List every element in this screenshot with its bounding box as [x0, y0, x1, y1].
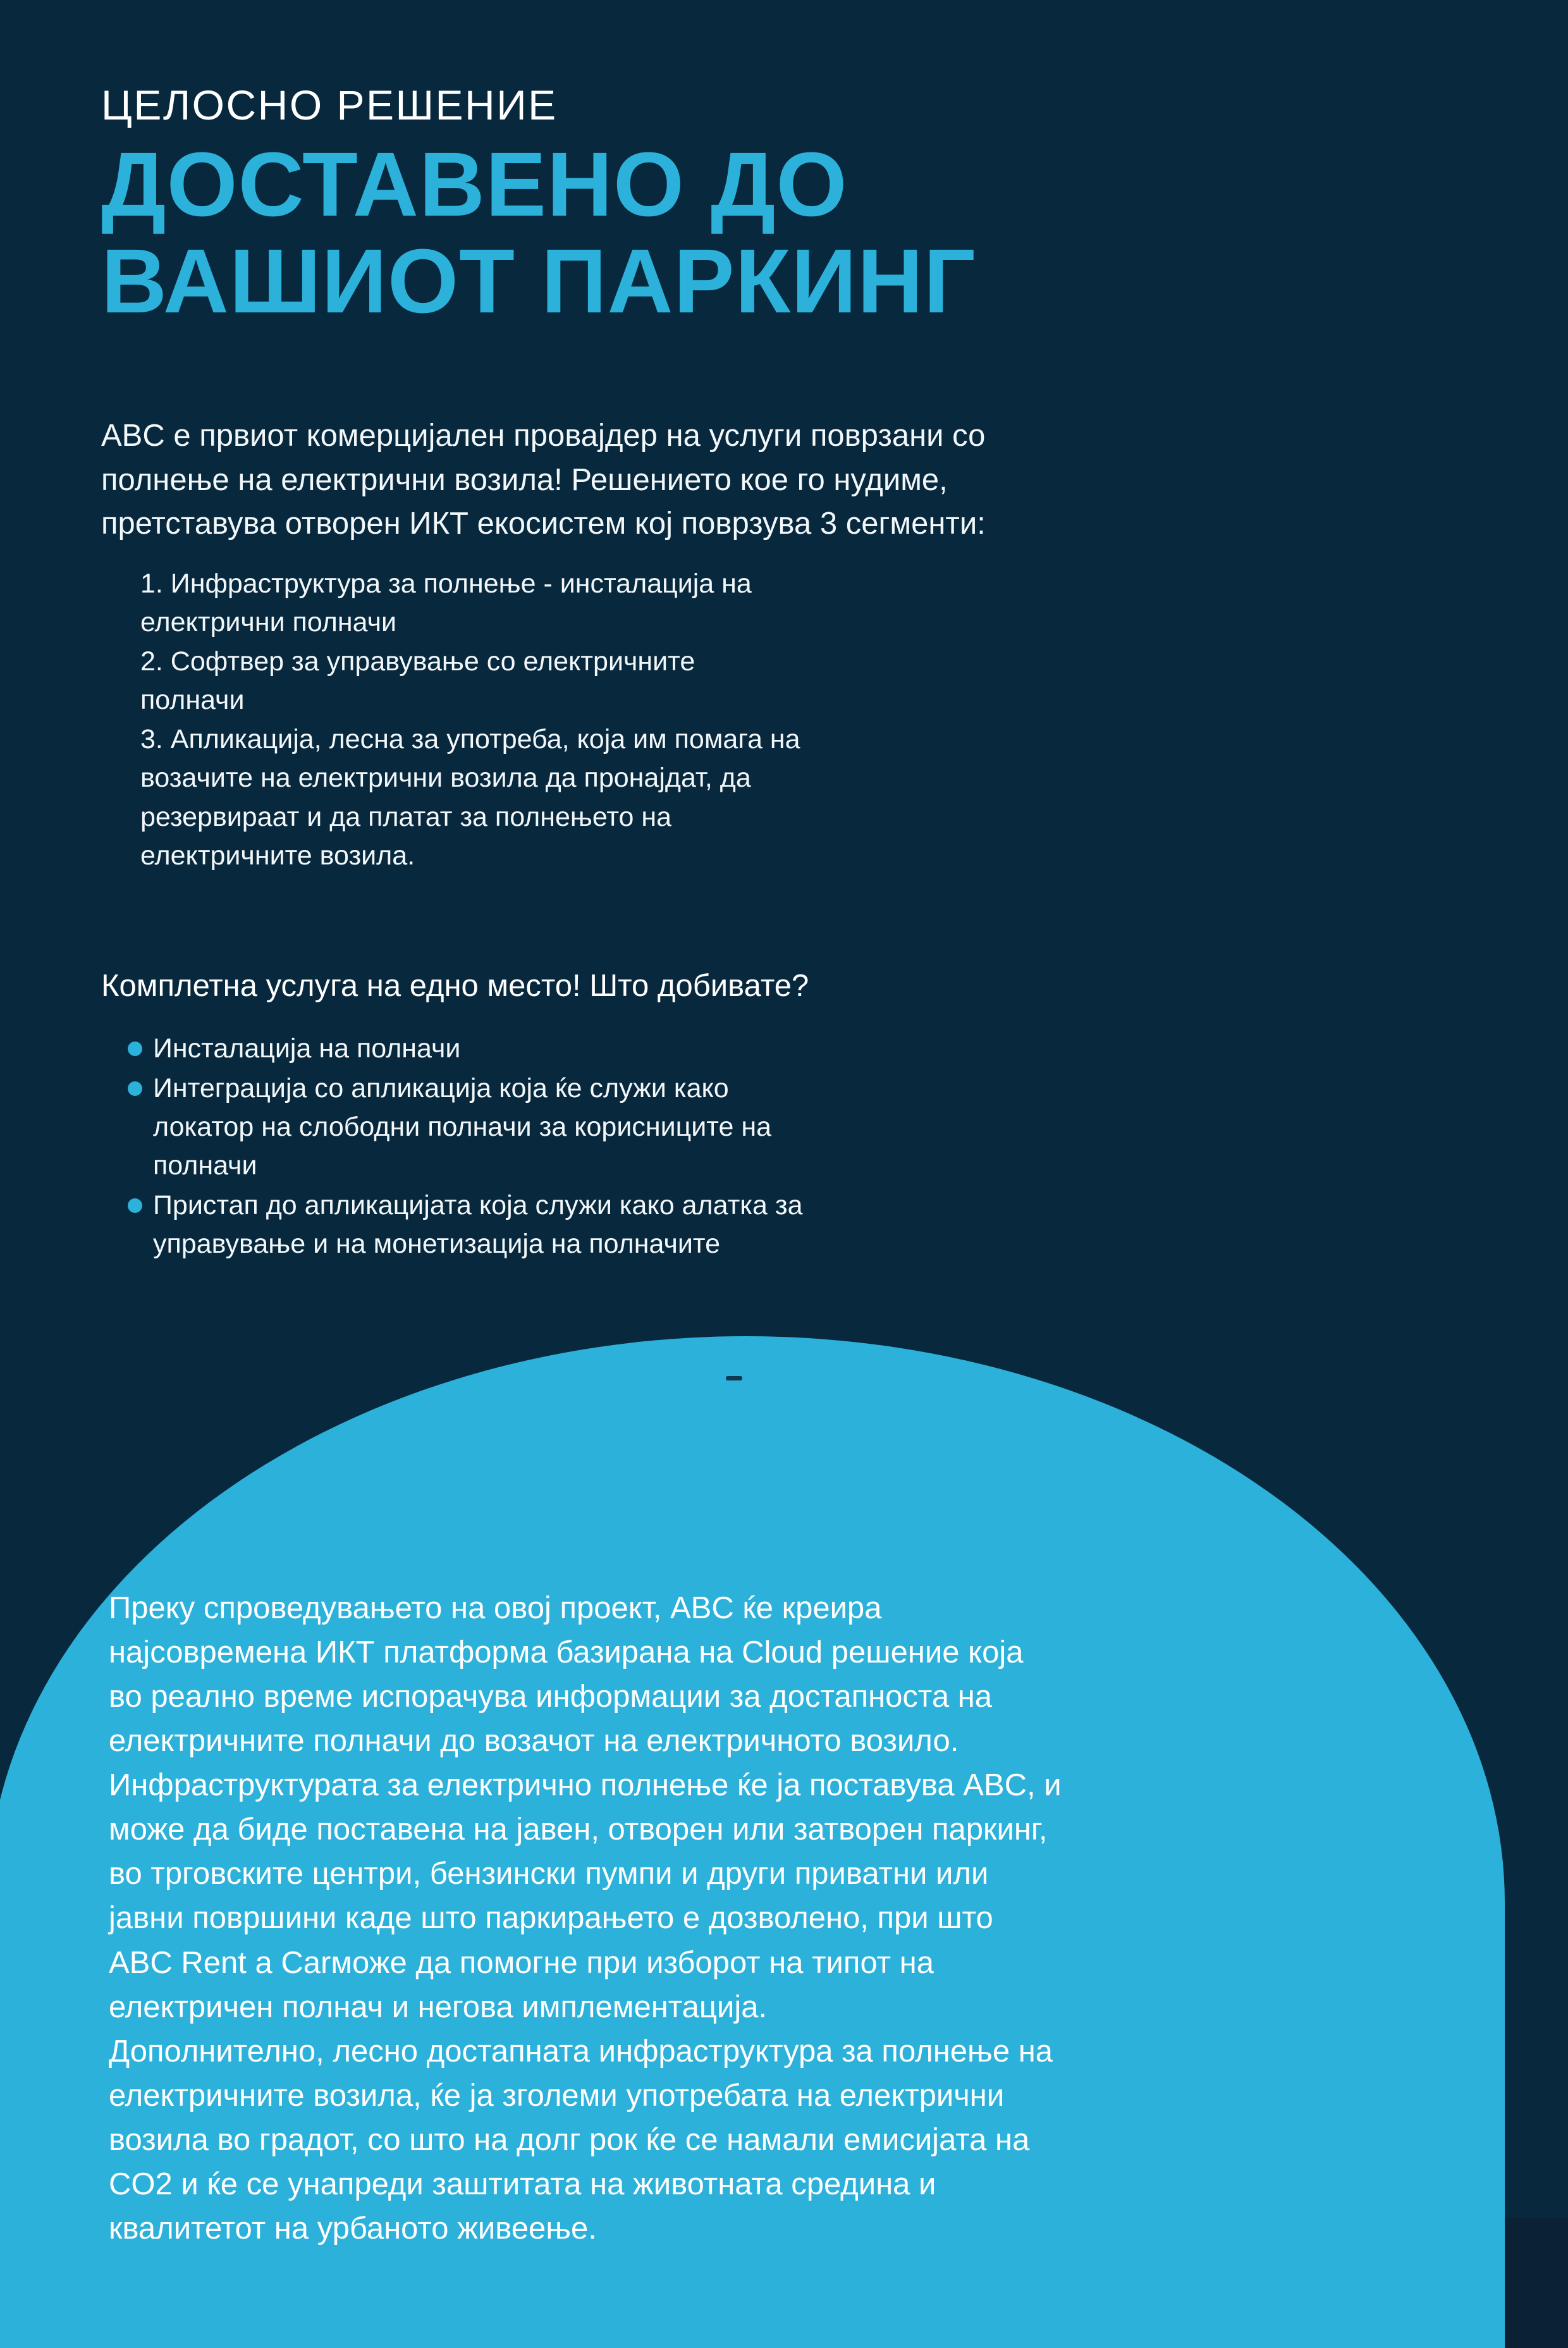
- headline-line-1: ДОСТАВЕНО ДО: [101, 133, 848, 235]
- benefits-bullet-list: [124, 1030, 1072, 1265]
- intro-line: полнење на електрични возила! Решението кое го нудиме,: [101, 462, 948, 497]
- bullet-line: полначи: [153, 1150, 257, 1181]
- bottom-copy-line: возила во градот, со што на долг рок ќе се намали емисијата на: [109, 2122, 1030, 2157]
- header-block: [101, 81, 1366, 332]
- bottom-copy-line: во трговските центри, бензински пумпи и други приватни или: [109, 1857, 989, 1891]
- numbered-line: возачите на електрични возила да пронајдат, да: [140, 763, 751, 794]
- image-artifact-speck: [726, 1376, 742, 1380]
- intro-line: претставува отворен ИКТ екосистем кој поврзува 3 сегменти:: [101, 507, 986, 541]
- bullet-line: Инсталација на полначи: [153, 1033, 461, 1064]
- bottom-copy-line: јавни површини каде што паркирањето е дозволено, при што: [109, 1901, 993, 1936]
- bullet-line: Интеграција со апликација која ќе служи како: [153, 1073, 729, 1104]
- bullet-line: Пристап до апликацијата која служи како алатка за: [153, 1190, 803, 1221]
- numbered-line: резервираат и да платат за полнењето на: [140, 801, 672, 832]
- list-item: [124, 1030, 1072, 1068]
- headline-line-2: ВАШИОТ ПАРКИНГ: [101, 230, 976, 332]
- numbered-line: 3. Апликација, лесна за употреба, која им помага на: [140, 723, 800, 754]
- numbered-line: полначи: [140, 685, 245, 716]
- numbered-line: електрични полначи: [140, 607, 397, 638]
- numbered-segment-list: [140, 565, 1038, 876]
- section-subheading: Комплетна услуга на едно место! Што добивате?: [101, 969, 809, 1003]
- bullet-dot-icon: [128, 1081, 142, 1096]
- numbered-line: електричните возила.: [140, 840, 415, 871]
- bottom-copy-line: електричните возила, ќе ја зголеми употребата на електрични: [109, 2078, 1005, 2113]
- bottom-copy-line: Преку спроведувањето на овој проект, ABC ќе креира: [109, 1591, 882, 1625]
- bottom-description-paragraph: [109, 1586, 1266, 2251]
- list-item: [124, 1069, 1072, 1185]
- bottom-copy-line: електричен полнач и негова имплементација.: [109, 1989, 768, 2024]
- bullet-line: управување и на монетизација на полначите: [153, 1229, 720, 1260]
- list-item: [124, 1186, 1072, 1263]
- bullet-dot-icon: [128, 1042, 142, 1056]
- bottom-copy-line: Дополнително, лесно достапната инфраструктура за полнење на: [109, 2034, 1053, 2068]
- bottom-copy-line: може да биде поставена на јавен, отворен или затворен паркинг,: [109, 1812, 1048, 1847]
- bottom-copy-line: најсовремена ИКТ платформа базирана на Cloud решение која: [109, 1635, 1024, 1670]
- bottom-copy-line: во реално време испорачува информации за достапноста на: [109, 1680, 993, 1714]
- numbered-line: 1. Инфраструктура за полнење - инсталација на: [140, 569, 752, 599]
- bottom-copy-line: квалитетот на урбаното живеење.: [109, 2211, 597, 2246]
- bottom-copy-line: ABC Rent a Carможе да помогне при изборот на типот на: [109, 1945, 934, 1980]
- intro-paragraph: [101, 414, 1227, 546]
- bottom-copy-line: CO2 и ќе се унапреди заштитата на животната средина и: [109, 2167, 936, 2201]
- bullet-dot-icon: [128, 1198, 142, 1213]
- intro-line: ABC е првиот комерцијален провајдер на услуги поврзани со: [101, 419, 986, 453]
- bottom-copy-line: Инфраструктурата за електрично полнење ќе ја поставува ABC, и: [109, 1768, 1062, 1803]
- eyebrow-text: ЦЕЛОСНО РЕШЕНИЕ: [101, 82, 558, 128]
- numbered-line: 2. Софтвер за управување со електричните: [140, 646, 695, 677]
- bullet-line: локатор на слободни полначи за корисниците на: [153, 1112, 771, 1143]
- bottom-copy-line: електричните полначи до возачот на електричното возило.: [109, 1724, 959, 1759]
